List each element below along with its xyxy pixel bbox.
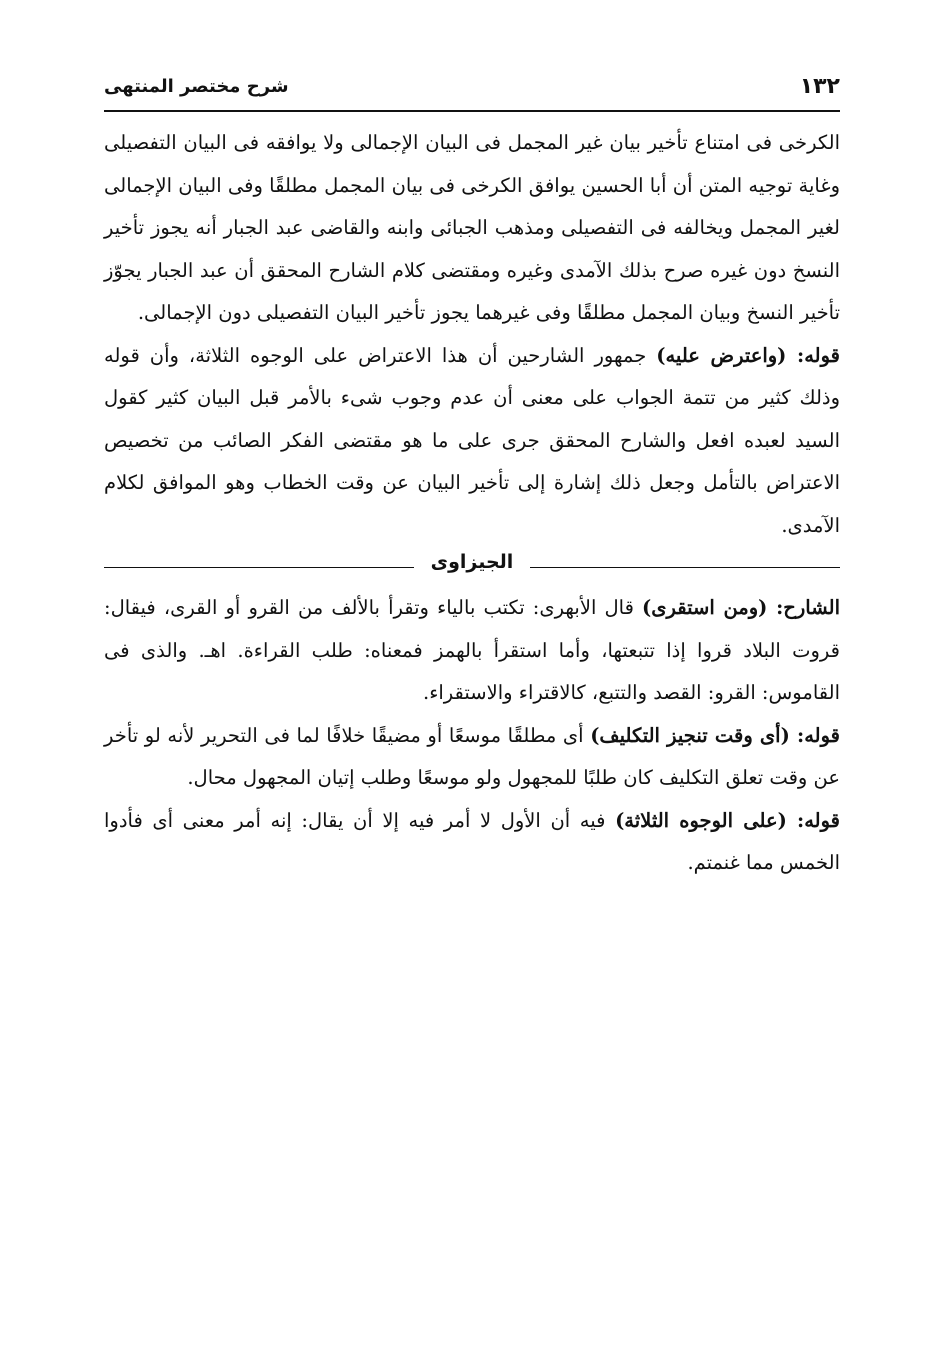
- paragraph: [104, 587, 840, 715]
- divider-rule: [104, 567, 414, 568]
- commentary-section: [104, 122, 840, 547]
- commentator-name: الجيزاوى: [430, 551, 514, 573]
- gloss-section: [104, 587, 840, 885]
- commentator-divider: [104, 547, 840, 587]
- quoted-lemma: (واعترض عليه): [656, 343, 787, 367]
- paragraph-text: فيه أن الأول لا أمر فيه إلا أن يقال: إنه أمر معنى أى فأدوا الخمس مما غنمتم.: [104, 808, 840, 874]
- paragraph: [104, 715, 840, 800]
- paragraph: [104, 800, 840, 885]
- quoted-lemma: (على الوجوه الثلاثة): [615, 808, 787, 832]
- paragraph-text: قال الأبهرى: تكتب بالياء وتقرأ بالألف من القرو أو القرى، فيقال: قروت البلاد قروا إذا تتبعتها، وأما استقرأ بالهمز فمعناه: طلب القراءة. اهـ. والذى فى القاموس: القرو: القصد والتتبع، كالاقتراء والاستقراء.: [104, 596, 840, 704]
- book-page: [104, 70, 840, 885]
- paragraph-lead: قوله:: [786, 343, 840, 367]
- paragraph-text: جمهور الشارحين أن هذا الاعتراض على الوجوه الثلاثة، وأن قوله وذلك كثير من تتمة الجواب على معنى أن عدم وجوب شىء بالأمر قبل البيان كثير كقول السيد لعبده افعل والشارح المحقق جرى على ما هو مقتضى الفكر الصائب من تخصيص الاعتراض بالتأمل وجعل ذلك إشارة إلى تأخير البيان عن وقت الخطاب وهو الموافق لكلام الآمدى.: [104, 343, 840, 537]
- paragraph-text: أى مطلقًا موسعًا أو مضيقًا خلافًا لما فى التحرير لأنه لو تأخر عن وقت تعلق التكليف كان طلبًا للمجهول ولو موسعًا وطلب إتيان المجهول محال.: [104, 723, 840, 789]
- page-number: ١٣٢: [799, 74, 840, 99]
- paragraph: [104, 335, 840, 548]
- paragraph-lead: الشارح:: [767, 596, 841, 619]
- paragraph-lead: قوله:: [789, 723, 840, 747]
- quoted-lemma: (ومن استقرى): [642, 596, 768, 619]
- paragraph-lead: قوله:: [786, 808, 841, 832]
- book-title: شرح مختصر المنتهى: [104, 76, 289, 97]
- running-header: [104, 70, 840, 112]
- quoted-lemma: (أى وقت تنجيز التكليف): [590, 723, 790, 747]
- paragraph: الكرخى فى امتناع تأخير بيان غير المجمل فى البيان الإجمالى ولا يوافقه فى البيان التفصيلى وغاية توجيه المتن أن أبا الحسين يوافق الكرخى فى بيان المجمل مطلقًا وفى البيان الإجمالى لغير المجمل ويخالفه فى التفصيلى ومذهب الجبائى وابنه والقاضى عبد الجبار أنه يجوز تأخير النسخ دون غيره صرح بذلك الآمدى وغيره ومقتضى كلام الشارح المحقق أن عبد الجبار يجوّز تأخير النسخ وبيان المجمل مطلقًا وفى غيرهما يجوز تأخير البيان التفصيلى دون الإجمالى.: [104, 131, 840, 324]
